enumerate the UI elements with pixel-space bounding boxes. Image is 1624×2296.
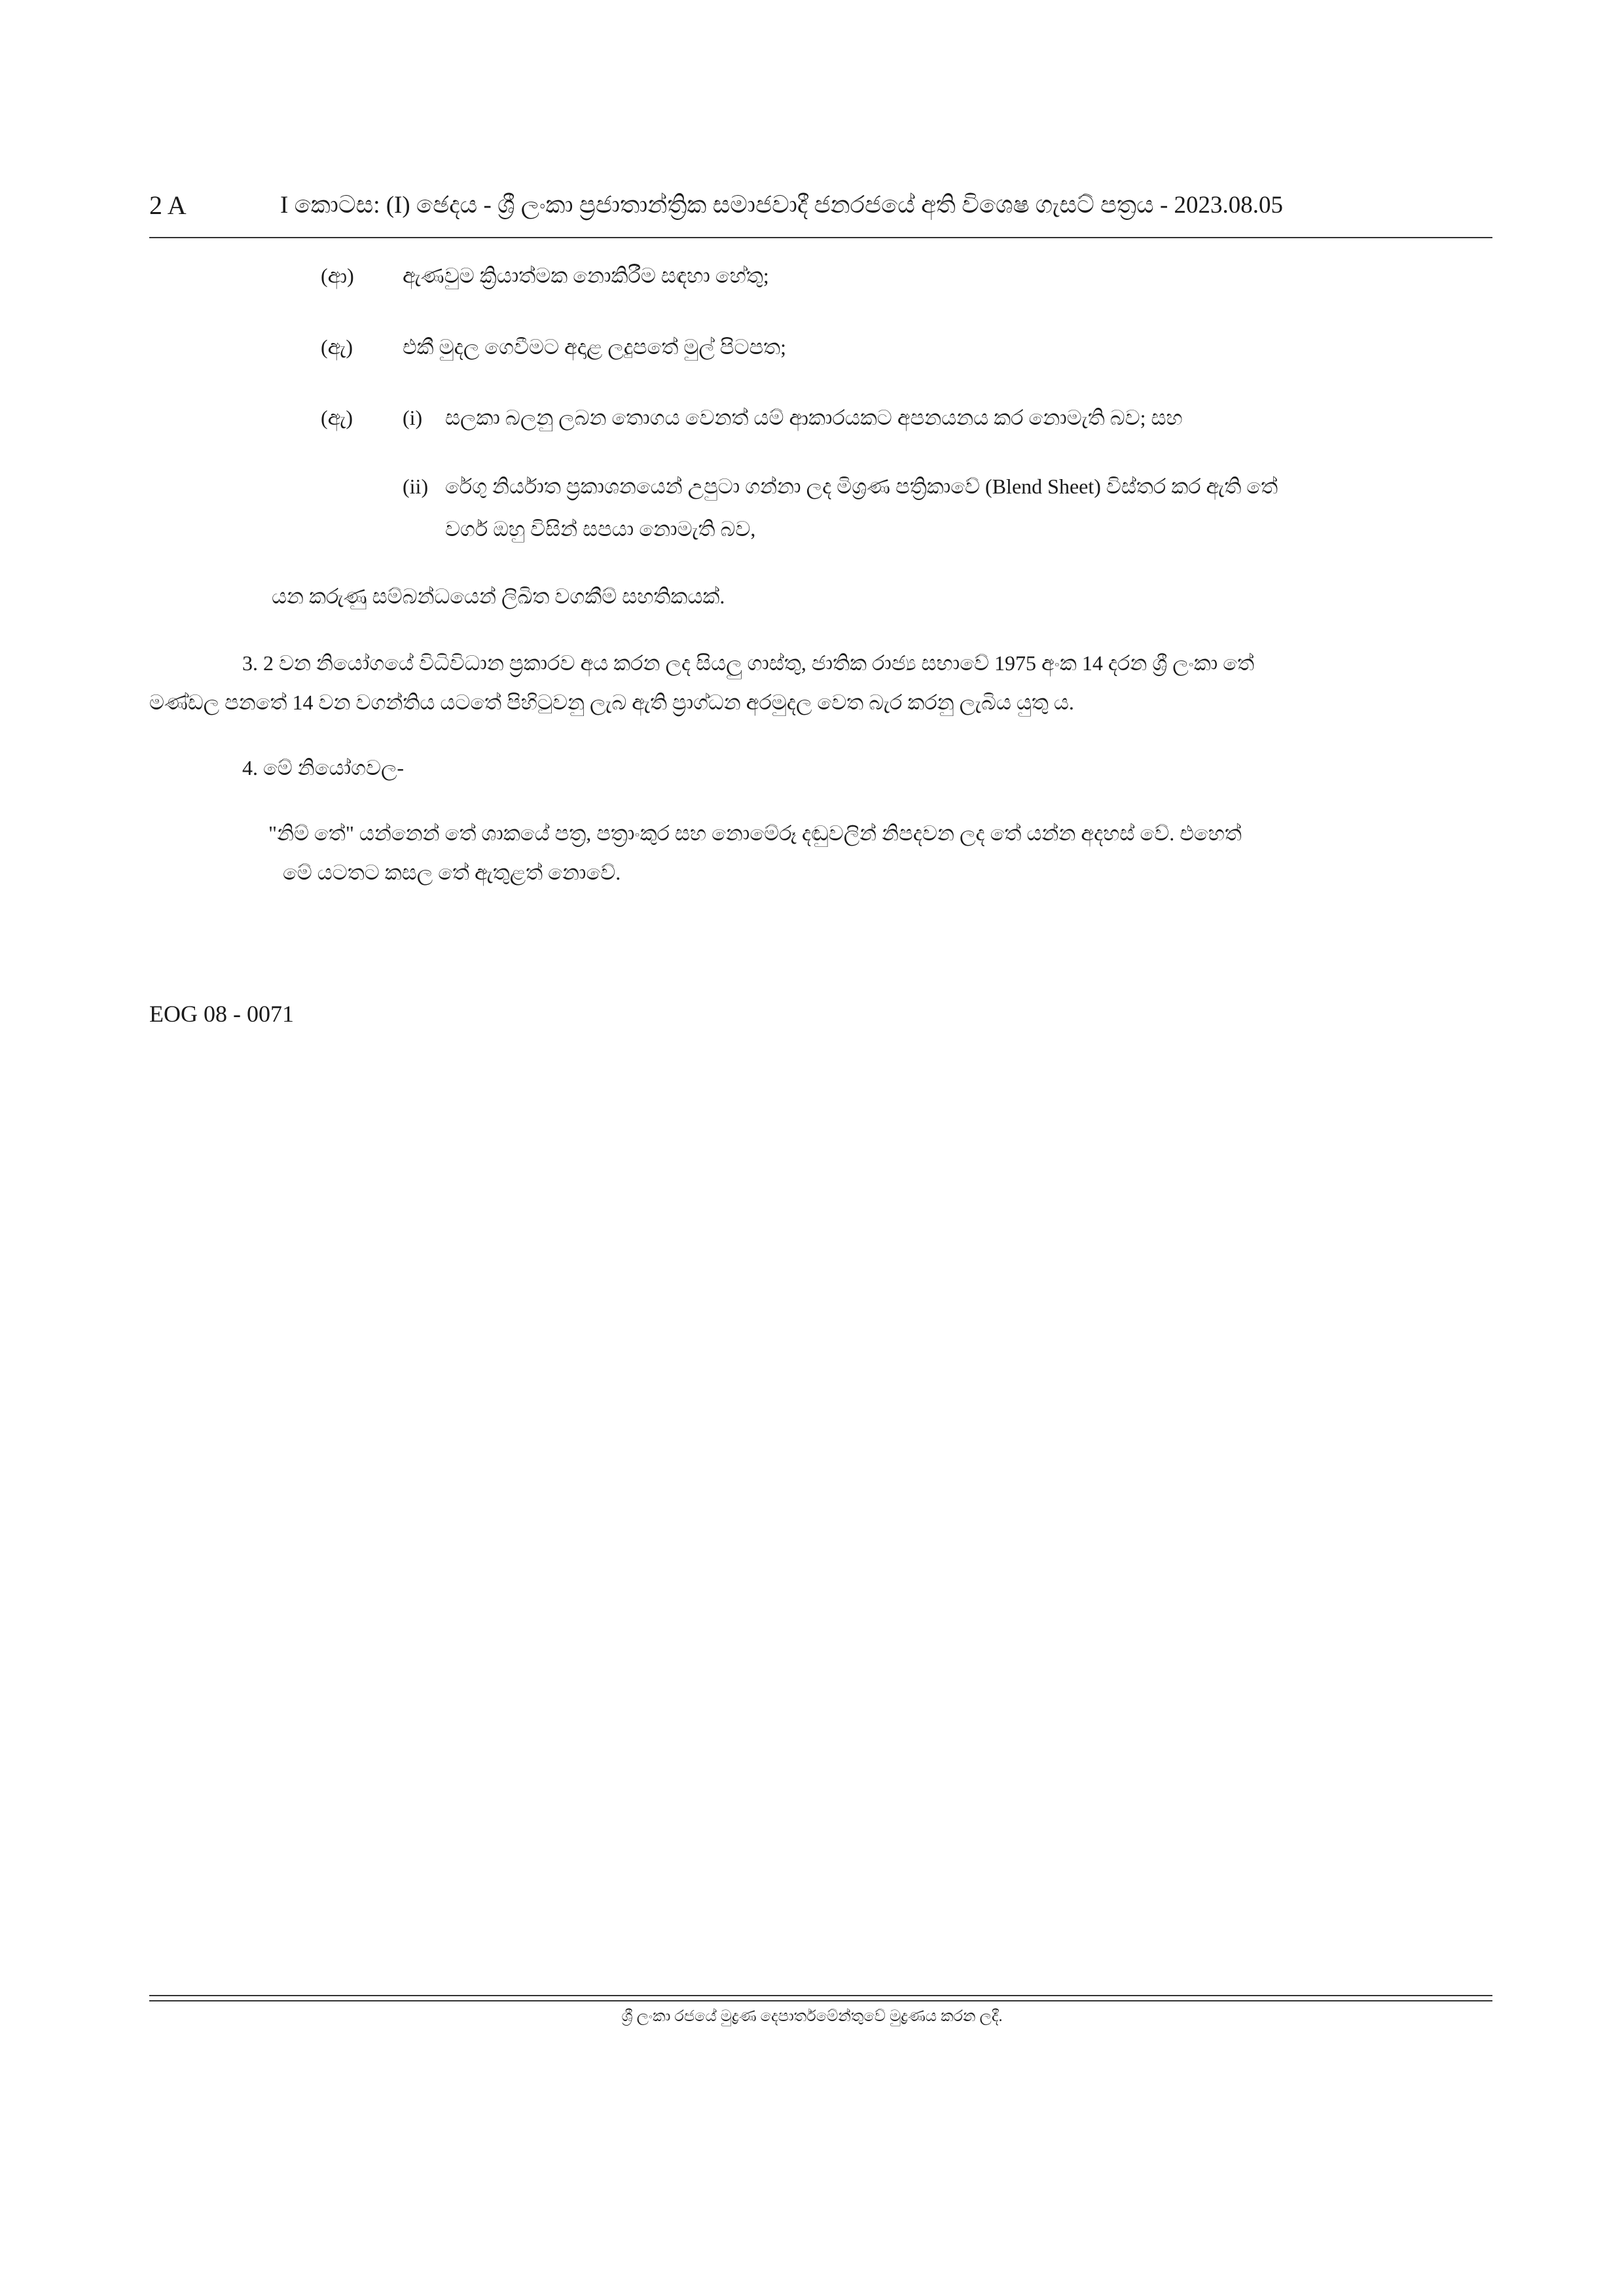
subitem-text-line: වර්ග ඔහු විසින් සපයා නොමැති බව, <box>445 517 756 541</box>
header-divider <box>149 237 1492 238</box>
printer-note: ශ්‍රී ලංකා රජයේ මුද්‍රණ දෙපාර්තමේන්තුවේ මුද්‍රණය කරන ලදී. <box>621 2008 1003 2025</box>
subitem-label: (i) <box>403 406 423 429</box>
footer-divider <box>149 1995 1492 1996</box>
reference-code: EOG 08 - 0071 <box>149 1001 294 1027</box>
gazette-header-title: I කොටස: (I) ඡෙදය - ශ්‍රී ලංකා ප්‍රජාතාන්ත්‍රික සමාජවාදී ජනරජයේ අති විශෙෂ ගැසට් පත්‍රය - 2023.08.05 <box>280 192 1284 219</box>
paragraph-4-heading: 4. මේ නියෝගවල- <box>242 756 405 780</box>
item-text: එකී මුදල ගෙවීමට අදාළ ලදුපතේ මුල් පිටපත; <box>403 335 787 359</box>
paragraph-3-line: මණ්ඩල පනතේ 14 වන වගන්තිය යටතේ පිහිටුවනු ලැබ ඇති ප්‍රාග්ධන අරමුදල වෙත බැර කරනු ලැබිය යුතු ය. <box>149 691 1074 714</box>
subitem-text: සලකා බලනු ලබන තොගය වෙනත් යම් ආකාරයකට අපනයනය කර නොමැති බව; සහ <box>445 406 1183 429</box>
item-text: ඇණවුම ක්‍රියාත්මක නොකිරීම සඳහා හේතු; <box>403 264 769 287</box>
page-number: 2 A <box>149 190 187 220</box>
item-label: (ඇ) <box>321 406 353 429</box>
definition-line: "නිම් තේ" යන්නෙන් තේ ශාකයේ පත්‍ර, පත්‍රාංකුර සහ නොමේරූ දඬුවලින් නිපදවන ලද තේ යන්න අදහස් වේ. එහෙත් <box>268 821 1242 845</box>
closing-statement: යන කරුණු සම්බන්ධයෙන් ලිඛිත වගකීම් සහතිකයක්. <box>272 584 725 608</box>
item-label: (ආ) <box>321 264 354 287</box>
item-label: (ඇ) <box>321 335 353 359</box>
footer-divider <box>149 2000 1492 2001</box>
definition-line: මේ යටතට කසල තේ ඇතුළත් නොවේ. <box>283 861 621 884</box>
subitem-label: (ii) <box>403 475 429 498</box>
subitem-text-line: රේගු නිර්යාත ප්‍රකාශනයෙන් උපුටා ගන්නා ලද මිශ්‍රණ පත්‍රිකාවේ (Blend Sheet) විස්තර කර ඇති තේ <box>445 475 1278 498</box>
paragraph-3-line: 3. 2 වන නියෝගයේ විධිවිධාන ප්‍රකාරව අය කරන ලද සියලු ගාස්තු, ජාතික රාජ්‍ය සභාවේ 1975 අංක 14 දරන ශ්‍රී ලංකා තේ <box>242 651 1255 675</box>
